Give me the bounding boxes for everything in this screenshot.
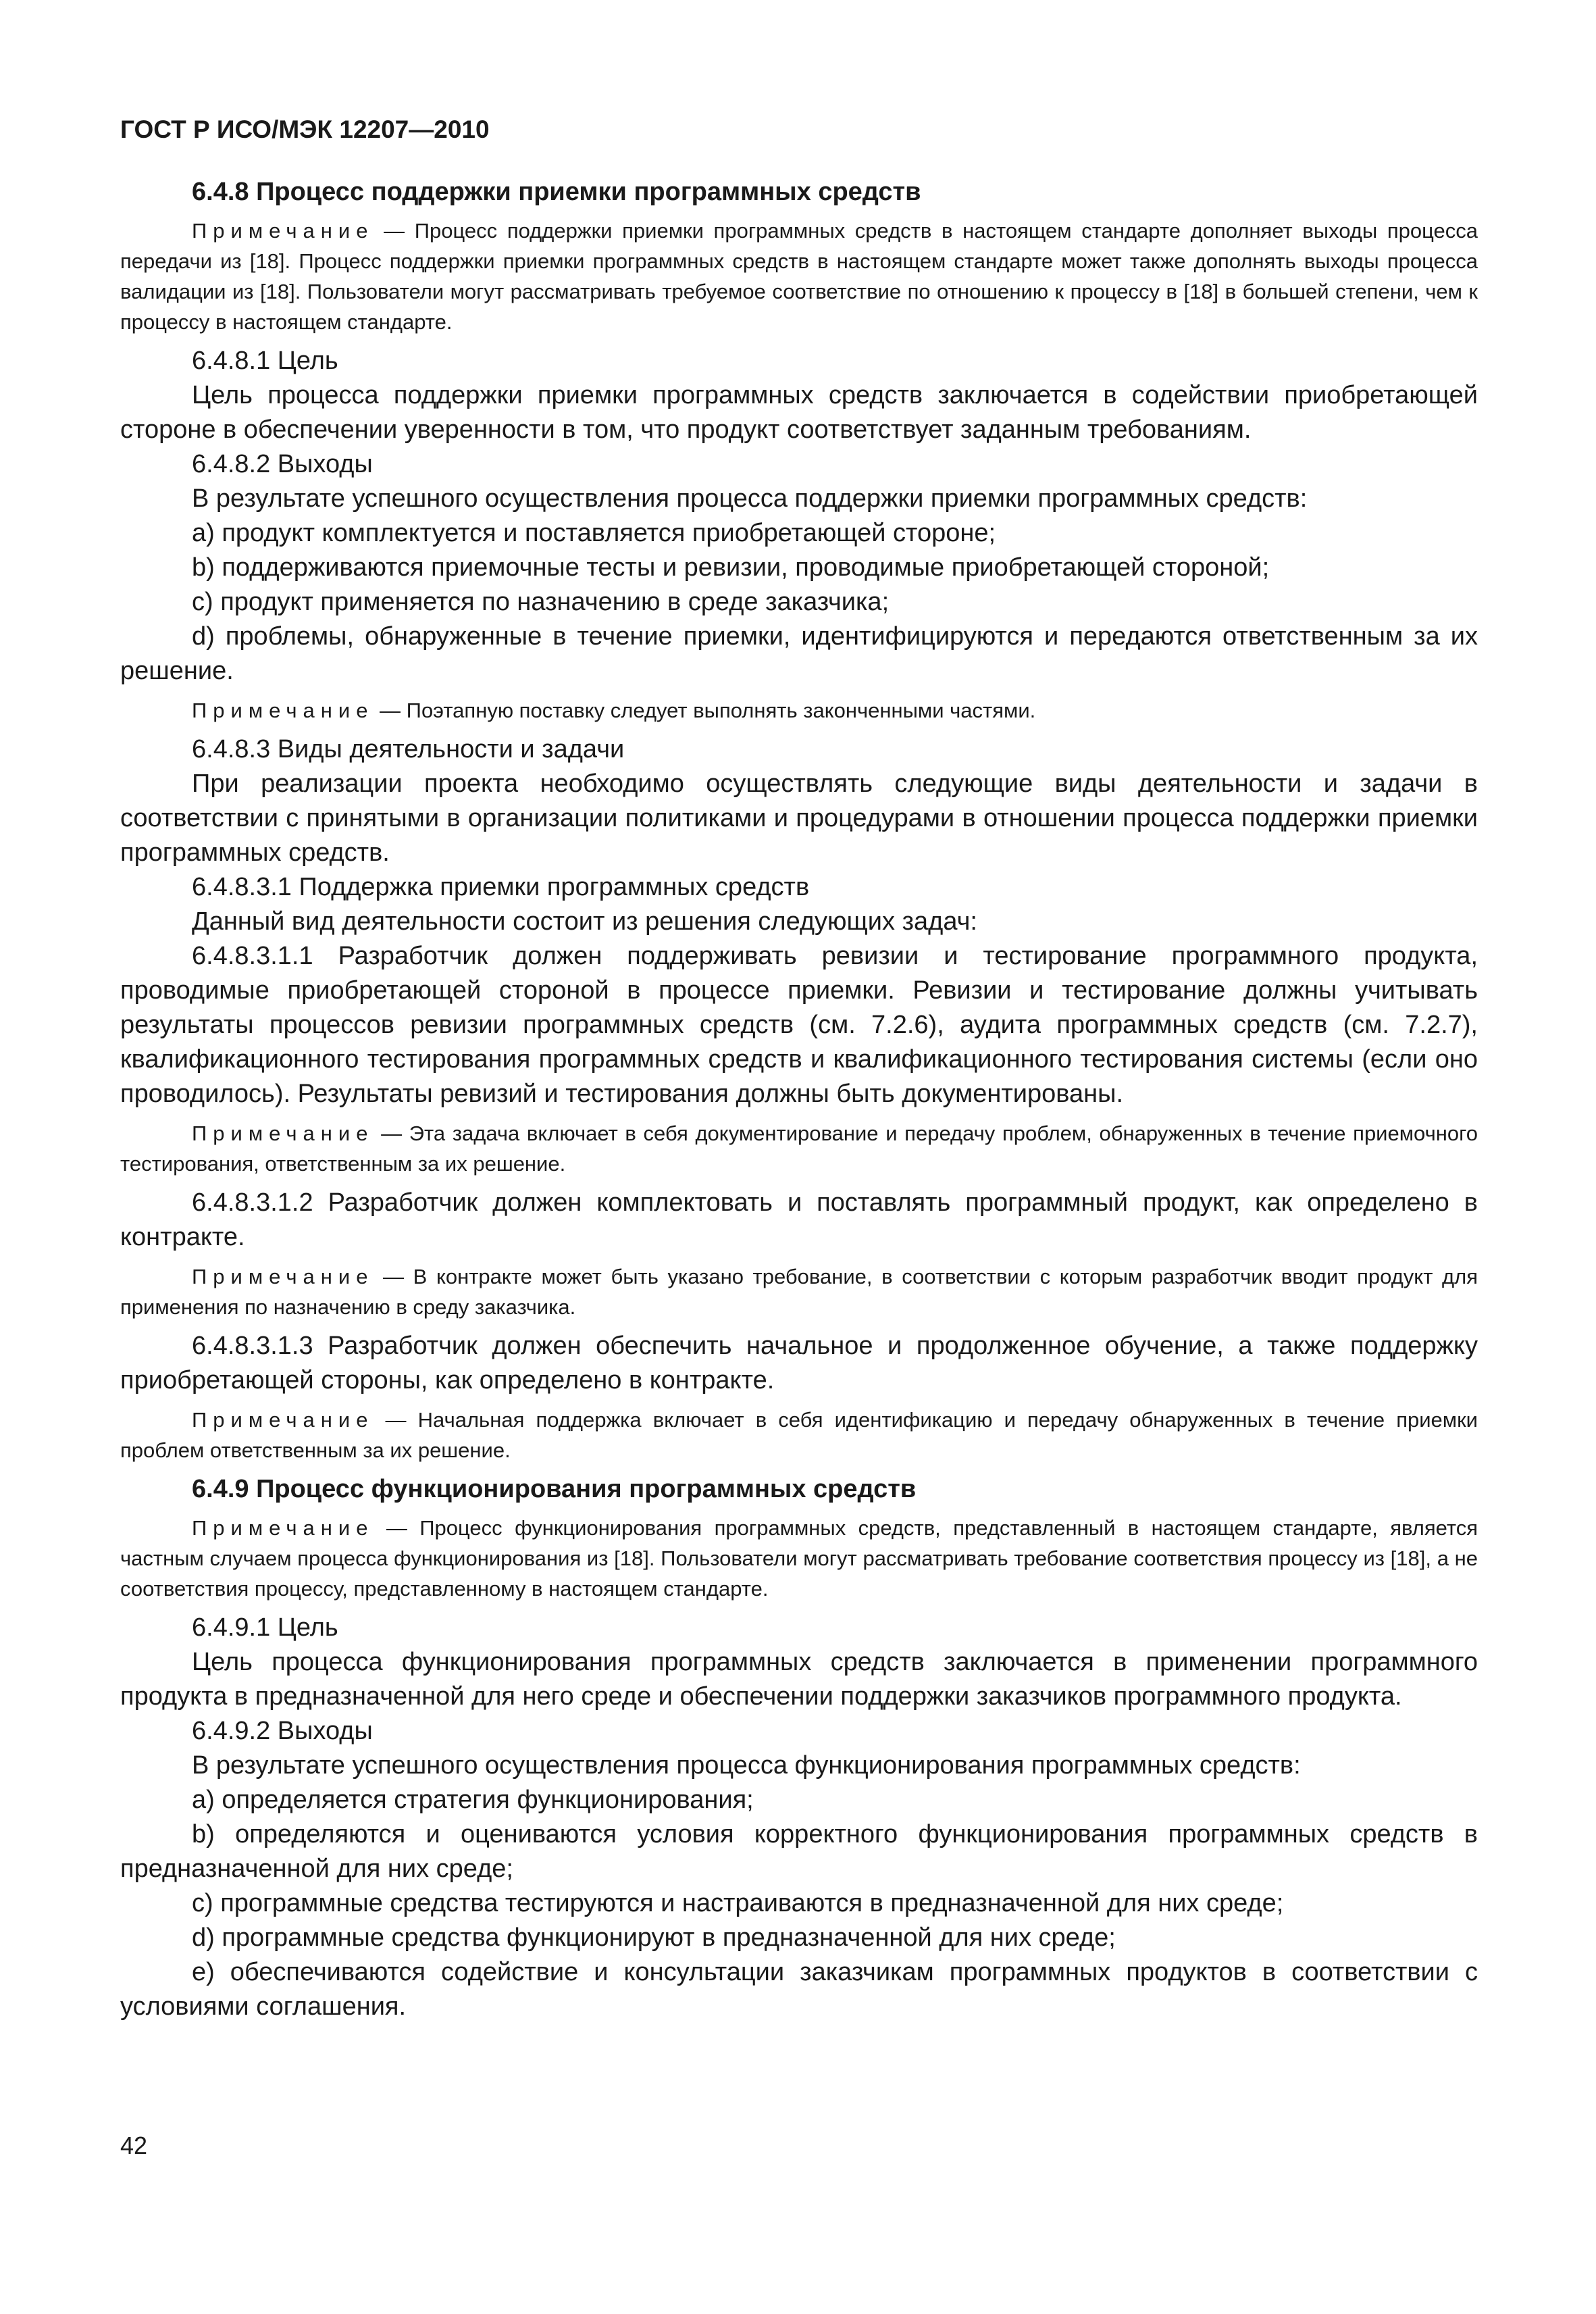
body-paragraph: В результате успешного осуществления процесса поддержки приемки программных средств: [192, 484, 1308, 513]
note-paragraph [120, 1513, 1478, 1604]
note-paragraph [120, 695, 1478, 726]
note-label: Примечание [192, 699, 374, 722]
standard-header: ГОСТ Р ИСО/МЭК 12207—2010 [120, 116, 490, 143]
note-text: — В контракте может быть указано требование, в соответствии с которым разработчик вводит продукт для применения по назначению в среду заказчика. [120, 1265, 1478, 1319]
note-label: Примечание [192, 1122, 374, 1145]
body-paragraph: d) программные средства функционируют в предназначенной для них среде; [192, 1923, 1116, 1952]
note-label: Примечание [192, 219, 374, 243]
body-paragraph: a) продукт комплектуется и поставляется приобретающей стороне; [192, 519, 996, 547]
body-paragraph: e) обеспечиваются содействие и консультации заказчикам программных продуктов в соответствии с условиями соглашения. [120, 1958, 1478, 2021]
body-paragraph: 6.4.9.2 Выходы [192, 1717, 373, 1745]
note-text: — Эта задача включает в себя документирование и передачу проблем, обнаруженных в течение приемочного тестирования, ответственным за их решение. [120, 1122, 1478, 1176]
body-paragraph: 6.4.8.3.1.1 Разработчик должен поддерживать ревизии и тестирование программного продукта, проводимые приобретающей стороной в процессе приемки. Ревизии и тестирование должны учитывать результаты процессов ревизии программных средств (см. 7.2.6), аудита программных средств (см. 7.2.7), квалификационного тестирования программных средств и квалификационного тестирования системы (если оно проводилось). Результаты ревизий и тестирования должны быть документированы. [120, 942, 1478, 1108]
body-paragraph: c) программные средства тестируются и настраиваются в предназначенной для них среде; [192, 1889, 1284, 1917]
body-paragraph: b) определяются и оцениваются условия корректного функционирования программных средств в предназначенной для них среде; [120, 1820, 1478, 1883]
note-label: Примечание [192, 1265, 374, 1288]
body-paragraph: 6.4.8.3.1 Поддержка приемки программных средств [192, 873, 810, 901]
body-paragraph: 6.4.8.3.1.2 Разработчик должен комплектовать и поставлять программный продукт, как определено в контракте. [120, 1188, 1478, 1251]
note-label: Примечание [192, 1516, 374, 1540]
note-text: — Начальная поддержка включает в себя идентификацию и передачу обнаруженных в течение приемки проблем ответственным за их решение. [120, 1408, 1478, 1462]
note-text: — Поэтапную поставку следует выполнять законченными частями. [374, 699, 1036, 722]
page-number: 42 [120, 2132, 148, 2159]
body-paragraph: 6.4.8.3 Виды деятельности и задачи [192, 735, 625, 763]
page-content [120, 115, 1478, 2024]
note-paragraph [120, 1118, 1478, 1179]
body-paragraph: b) поддерживаются приемочные тесты и ревизии, проводимые приобретающей стороной; [192, 553, 1270, 582]
body-paragraph: c) продукт применяется по назначению в среде заказчика; [192, 588, 890, 616]
body-paragraph: 6.4.9.1 Цель [192, 1613, 338, 1642]
body-paragraph: При реализации проекта необходимо осуществлять следующие виды деятельности и задачи в соответствии с принятыми в организации политиками и процедурами в отношении процесса поддержки приемки программных средств. [120, 770, 1478, 867]
section-heading: 6.4.9 Процесс функционирования программных средств [192, 1475, 917, 1503]
document-body [120, 175, 1478, 2024]
body-paragraph: d) проблемы, обнаруженные в течение приемки, идентифицируются и передаются ответственным за их решение. [120, 622, 1478, 685]
body-paragraph: 6.4.8.1 Цель [192, 347, 338, 375]
body-paragraph: 6.4.8.2 Выходы [192, 450, 373, 478]
body-paragraph: Цель процесса поддержки приемки программных средств заключается в содействии приобретающей стороне в обеспечении уверенности в том, что продукт соответствует заданным требованиям. [120, 381, 1478, 444]
note-paragraph [120, 1261, 1478, 1322]
note-paragraph [120, 216, 1478, 337]
note-text: — Процесс поддержки приемки программных средств в настоящем стандарте дополняет выходы процесса передачи из [18]. Процесс поддержки приемки программных средств в настоящем стандарте может также дополнять выходы процесса валидации из [18]. Пользователи могут рассматривать требуемое соответствие по отношению к процессу в [18] в большей степени, чем к процессу в настоящем стандарте. [120, 219, 1478, 334]
note-label: Примечание [192, 1408, 374, 1432]
body-paragraph: Цель процесса функционирования программных средств заключается в применении программного продукта в предназначенной для него среде и обеспечении поддержки заказчиков программного продукта. [120, 1648, 1478, 1711]
section-heading: 6.4.8 Процесс поддержки приемки программных средств [192, 178, 921, 206]
body-paragraph: В результате успешного осуществления процесса функционирования программных средств: [192, 1751, 1301, 1780]
note-text: — Процесс функционирования программных средств, представленный в настоящем стандарте, является частным случаем процесса функционирования из [18]. Пользователи могут рассматривать требование соответствия процессу из [18], а не соответствия процессу, представленному в настоящем стандарте. [120, 1516, 1478, 1601]
body-paragraph: a) определяется стратегия функционирования; [192, 1786, 754, 1814]
note-paragraph [120, 1405, 1478, 1465]
body-paragraph: Данный вид деятельности состоит из решения следующих задач: [192, 907, 977, 936]
body-paragraph: 6.4.8.3.1.3 Разработчик должен обеспечить начальное и продолженное обучение, а также поддержку приобретающей стороны, как определено в контракте. [120, 1332, 1478, 1394]
